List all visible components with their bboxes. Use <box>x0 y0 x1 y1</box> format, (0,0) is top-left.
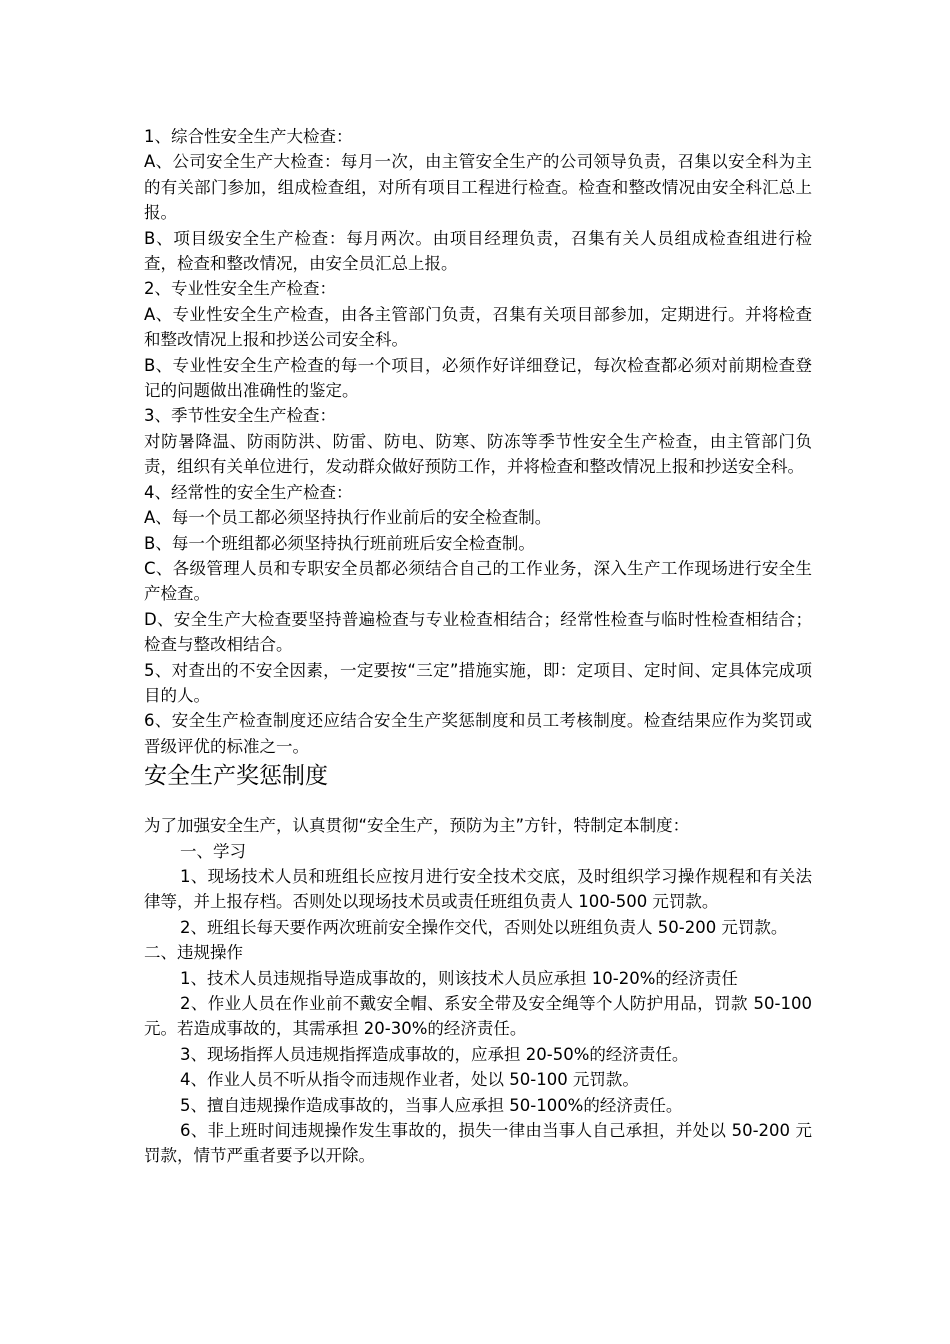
inspection-item-1b: B、项目级安全生产检查：每月两次。由项目经理负责，召集有关人员组成检查组进行检查，检查和整改情况，由安全员汇总上报。 <box>144 228 812 274</box>
violation-item-1: 1、技术人员违规指导造成事故的，则该技术人员应承担 10-20%的经济责任 <box>180 968 738 988</box>
violation-item-5: 5、擅自违规操作造成事故的，当事人应承担 50-100%的经济责任。 <box>180 1095 683 1115</box>
inspection-heading-3: 3、季节性安全生产检查： <box>144 406 336 426</box>
inspection-heading-2: 2、专业性安全生产检查： <box>144 279 336 299</box>
inspection-section <box>144 124 812 759</box>
inspection-heading-4: 4、经常性的安全生产检查： <box>144 482 353 502</box>
inspection-heading-1: 1、综合性安全生产大检查： <box>144 127 353 146</box>
violation-item-2: 2、作业人员在作业前不戴安全帽、系安全带及安全绳等个人防护用品，罚款 50-100 元。若造成事故的，其需承担 20-30%的经济责任。 <box>144 994 812 1039</box>
inspection-item-4b: B、每一个班组都必须坚持执行班前班后安全检查制。 <box>144 533 535 553</box>
study-item-1: 1、现场技术人员和班组长应按月进行安全技术交底，及时组织学习操作规程和有关法律等，并上报存档。否则处以现场技术员或责任班组负责人 100-500 元罚款。 <box>144 866 812 912</box>
title-spacer <box>144 793 812 813</box>
study-item-2: 2、班组长每天要作两次班前安全操作交代，否则处以班组负责人 50-200 元罚款。 <box>180 917 788 937</box>
inspection-item-2a: A、专业性安全生产检查，由各主管部门负责，召集有关项目部参加，定期进行。并将检查和整改情况上报和抄送公司安全科。 <box>144 304 812 350</box>
inspection-item-5: 5、对查出的不安全因素，一定要按“三定”措施实施，即：定项目、定时间、定具体完成项目的人。 <box>144 660 812 705</box>
document-body <box>144 124 812 1169</box>
violation-item-6: 6、非上班时间违规操作发生事故的，损失一律由当事人自己承担，并处以 50-200 元罚款，情节严重者要予以开除。 <box>144 1121 812 1166</box>
section-heading-violations: 二、违规操作 <box>144 943 243 963</box>
inspection-item-3: 对防暑降温、防雨防洪、防雷、防电、防寒、防冻等季节性安全生产检查，由主管部门负责，组织有关单位进行，发动群众做好预防工作，并将检查和整改情况上报和抄送安全科。 <box>144 431 812 477</box>
rewards-title: 安全生产奖惩制度 <box>144 763 328 790</box>
violation-item-3: 3、现场指挥人员违规指挥造成事故的，应承担 20-50%的经济责任。 <box>180 1044 689 1064</box>
inspection-item-2b: B、专业性安全生产检查的每一个项目，必须作好详细登记，每次检查都必须对前期检查登记的问题做出准确性的鉴定。 <box>144 355 812 401</box>
violation-item-4: 4、作业人员不听从指令而违规作业者，处以 50-100 元罚款。 <box>180 1070 639 1090</box>
rewards-intro: 为了加强安全生产，认真贯彻“安全生产，预防为主”方针，特制定本制度： <box>144 816 690 836</box>
inspection-item-4d: D、安全生产大检查要坚持普遍检查与专业检查相结合；经常性检查与临时性检查相结合；检查与整改相结合。 <box>144 609 812 655</box>
section-heading-study: 一、学习 <box>180 841 246 861</box>
inspection-item-4a: A、每一个员工都必须坚持执行作业前后的安全检查制。 <box>144 508 552 528</box>
inspection-item-1a: A、公司安全生产大检查：每月一次，由主管安全生产的公司领导负责，召集以安全科为主的有关部门参加，组成检查组，对所有项目工程进行检查。检查和整改情况由安全科汇总上报。 <box>144 152 812 223</box>
inspection-item-4c: C、各级管理人员和专职安全员都必须结合自己的工作业务，深入生产工作现场进行安全生产检查。 <box>144 558 812 604</box>
inspection-item-6: 6、安全生产检查制度还应结合安全生产奖惩制度和员工考核制度。检查结果应作为奖罚或晋级评优的标准之一。 <box>144 711 812 756</box>
rewards-section <box>144 813 812 1169</box>
